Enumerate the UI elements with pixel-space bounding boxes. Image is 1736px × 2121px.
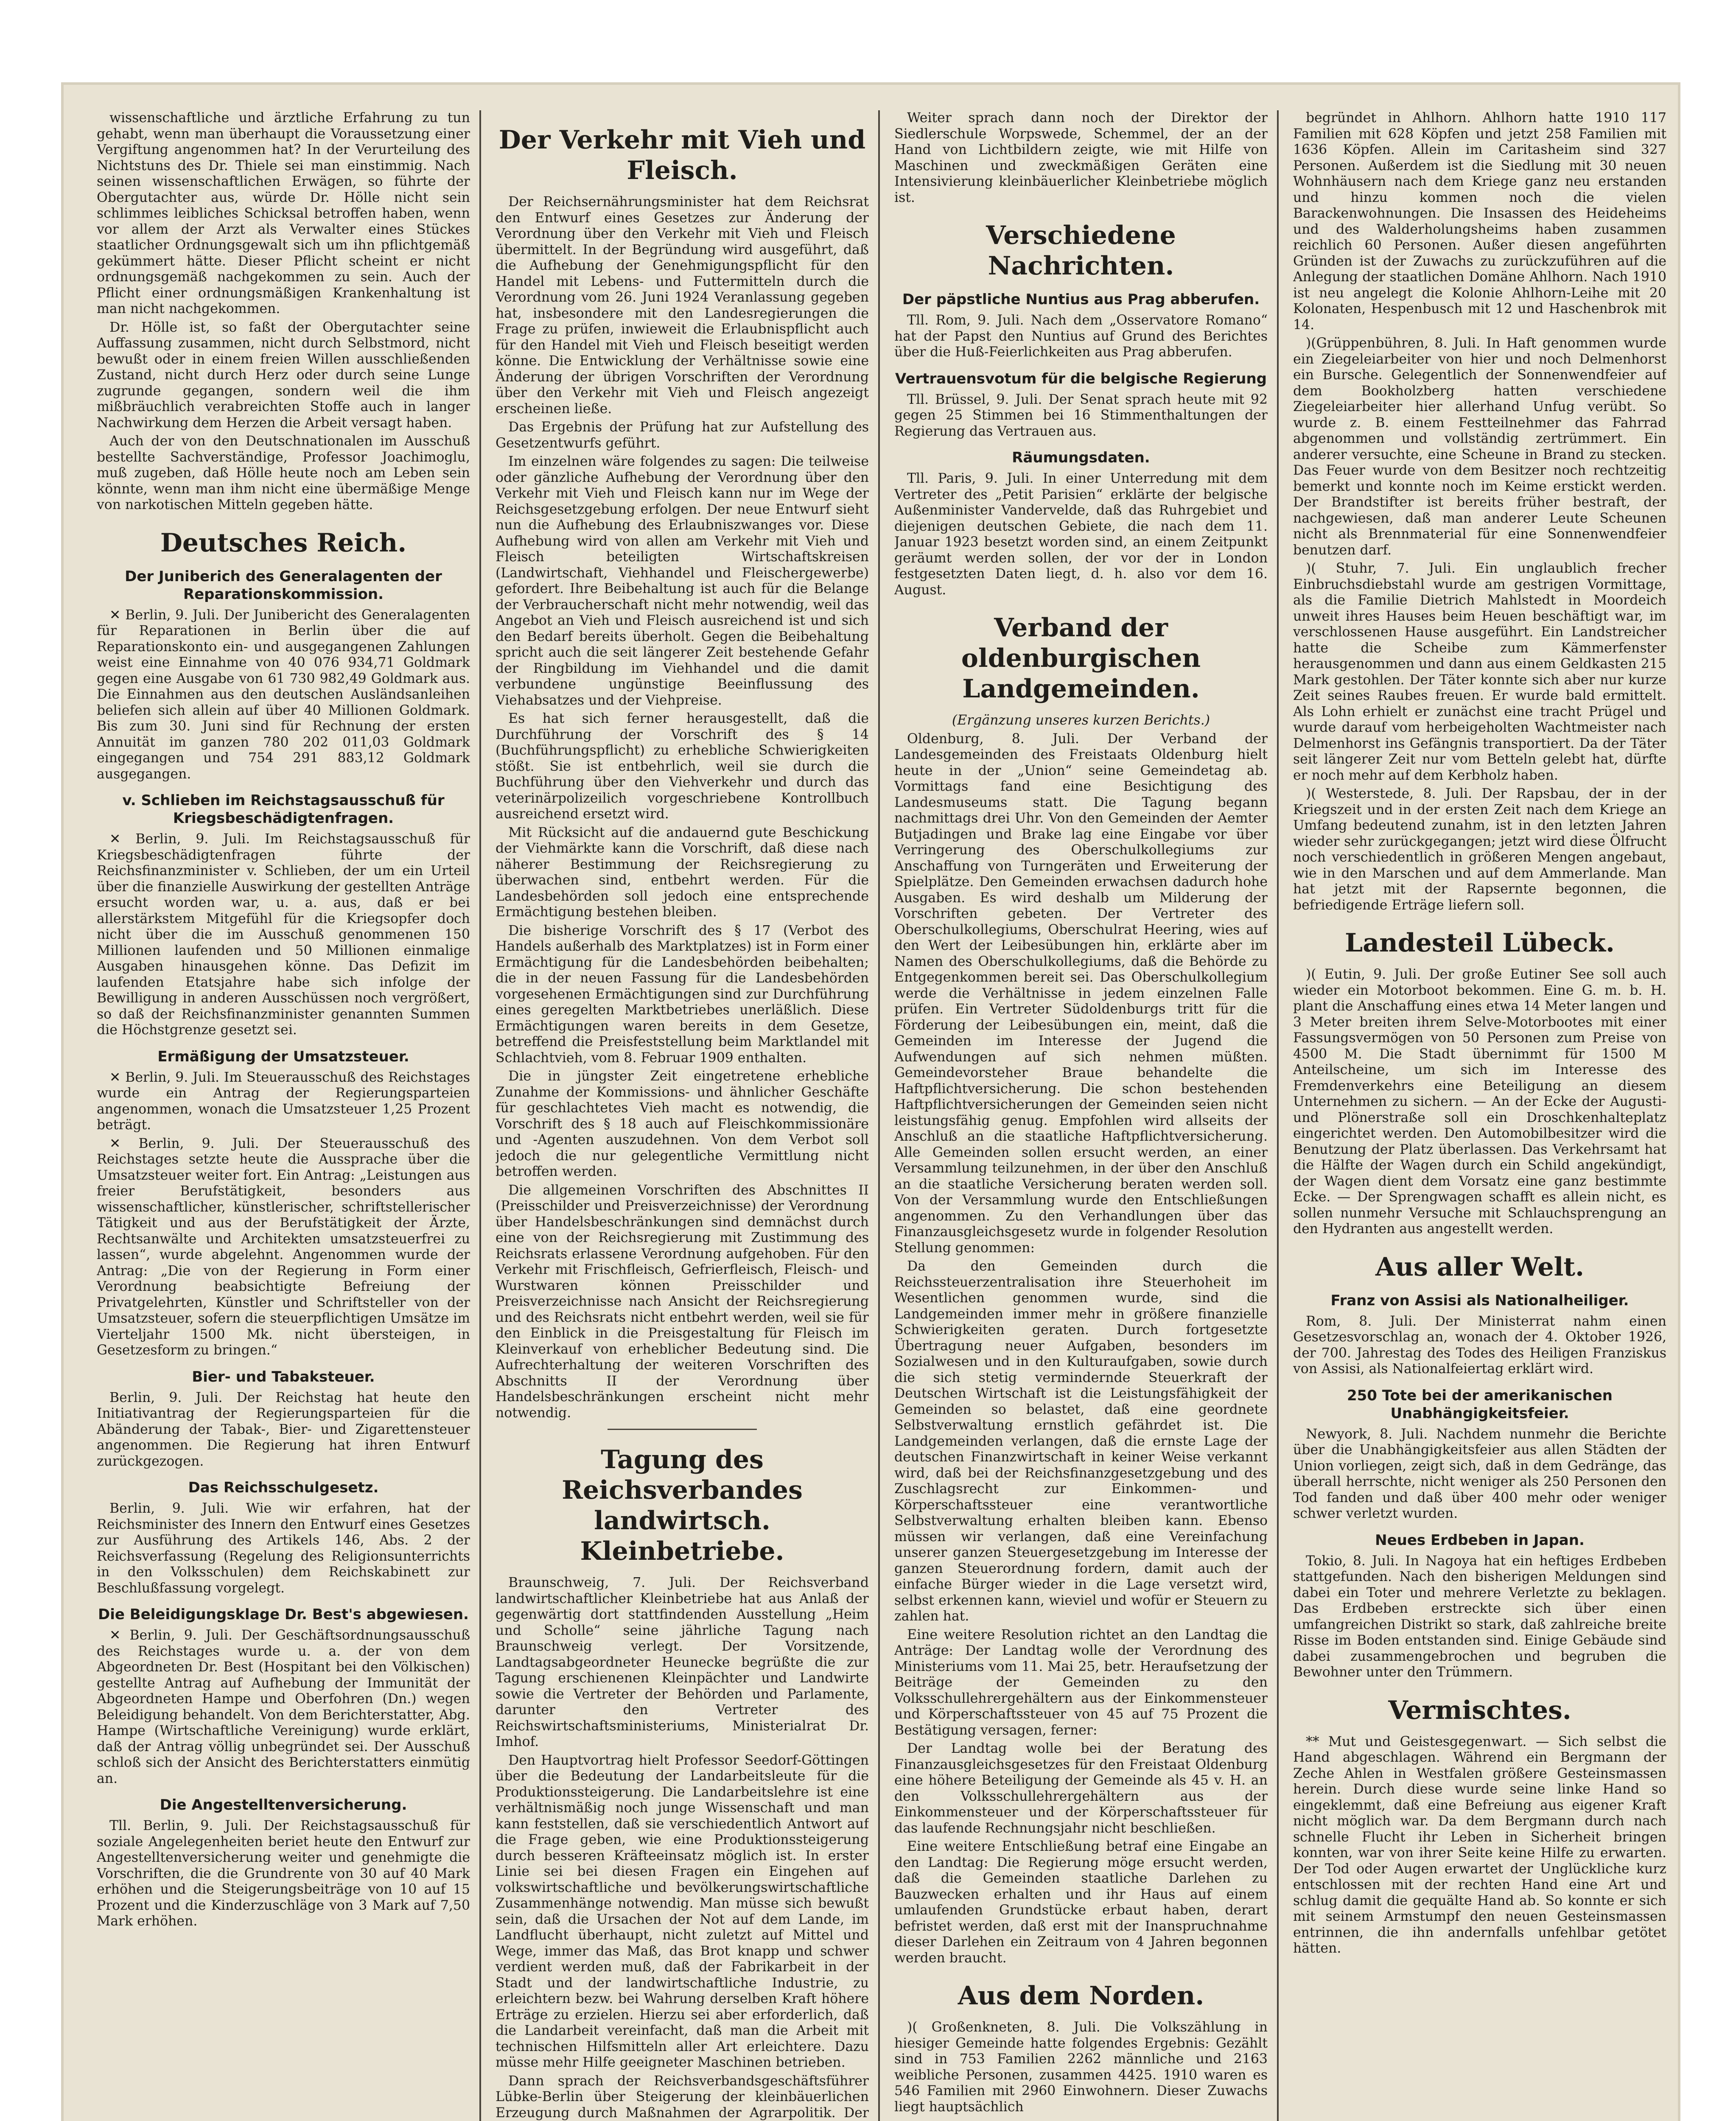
article-paragraph: Newyork, 8. Juli. Nachdem nunmehr die Berichte über die Unabhängigkeitsfeier aus allen Städten der Union vorliegen, zeigt sich, daß in dem Gedränge, das überall herrschte, nicht weniger als 250 Personen den Tod fanden und daß über 400 mehr oder weniger schwer verletzt wurden. xyxy=(1293,1426,1666,1521)
article-headline: Vertrauensvotum für die belgische Regierung xyxy=(895,370,1267,387)
article-headline: Bier- und Tabaksteuer. xyxy=(192,1368,375,1385)
article-paragraph: Mit Rücksicht auf die andauernd gute Beschickung der Viehmärkte kann die Vorschrift, daß diese nach näherer Bestimmung der Reichsregierung zu überwachen sind, entbehrt werden. Für die Landesbehörden soll jedoch eine entsprechende Ermächtigung bestehen bleiben. xyxy=(496,825,869,920)
section-heading: Tagung des Reichsverbandes landwirtsch. Kleinbetriebe. xyxy=(562,1445,803,1566)
section-heading: Verband der oldenburgischen Landgemeinden. xyxy=(961,613,1201,704)
article-paragraph: Eine weitere Resolution richtet an den Landtag die Anträge: Der Landtag wolle der Verordnung des Ministeriums vom 11. Mai 25, betr. Heraufsetzung der Beiträge der Gemeinden zu den Volksschullehrergehältern aus der Einkommensteuer und Körperschaftssteuer von 45 auf 75 Prozent die Bestätigung versagen, ferner: xyxy=(894,1627,1268,1738)
article-headline: v. Schlieben im Reichstagsausschuß für Kriegsbeschädigtenfragen. xyxy=(122,792,445,827)
article-paragraph: Es hat sich ferner herausgestellt, daß die Durchführung der Vorschrift des § 14 (Buchführungspflicht) zu erhebliche Schwierigkeiten stößt. Sie ist entbehrlich, weil sie durch die Buchführung über den Viehverkehr und durch das veterinärpolizeilich vorgeschriebene Kontrollbuch ausreichend ersetzt wird. xyxy=(496,711,869,822)
article-paragraph: Braunschweig, 7. Juli. Der Reichsverband landwirtschaftlicher Kleinbetriebe hat aus Anlaß der gegenwärtig dort stattfindenden Ausstellung „Heim und Scholle“ seine jährliche Tagung nach Braunschweig verlegt. Der Vorsitzende, Landtagsabgeordneter Heunecke begrüßte die zur Tagung erschienenen Kleinpächter und Landwirte sowie die Vertreter der Behörden und Parlamente, darunter den Vertreter des Reichswirtschaftsministeriums, Ministerialrat Dr. Imhof. xyxy=(496,1575,869,1749)
article-paragraph: )( Westerstede, 8. Juli. Der Rapsbau, der in der Kriegszeit und in der ersten Zeit nach dem Kriege an Umfang bedeutend zunahm, ist in den letzten Jahren wieder sehr zurückgegangen; jetzt wird diese Ölfrucht noch verschiedentlich in größeren Mengen angebaut, wie in den Marschen und auf dem Ammerlande. Man hat jetzt mit der Rapsernte begonnen, die befriedigende Erträge liefern soll. xyxy=(1293,786,1666,913)
article-headline: Ermäßigung der Umsatzsteuer. xyxy=(157,1048,409,1065)
column-1 xyxy=(97,110,470,2121)
article-headline: Neues Erdbeben in Japan. xyxy=(1375,1531,1585,1549)
article-paragraph: )( Großenkneten, 8. Juli. Die Volkszählung in hiesiger Gemeinde hatte folgendes Ergebnis: Gezählt sind in 753 Familien 2262 männliche und 2163 weibliche Personen, zusammen 4425. 1910 waren es 546 Familien mit 2960 Einwohnern. Dieser Zuwachs liegt hauptsächlich xyxy=(894,2020,1268,2115)
article-headline: Der Juniberich des Generalagenten der Reparationskommission. xyxy=(125,568,442,603)
column-3 xyxy=(894,110,1268,2121)
article-paragraph: )(Grüppenbühren, 8. Juli. In Haft genommen wurde ein Ziegeleiarbeiter von hier und noch Delmenhorst ein Bursche. Gelegentlich der Sonnenwendfeier auf dem Bookholzberg hatten verschiedene Ziegeleiarbeiter hier allerhand Unfug verübt. So wurde z. B. einem Festteilnehmer das Fahrrad abgenommen und vollständig zertrümmert. Ein anderer versuchte, eine Scheune in Brand zu stecken. Das Feuer wurde von dem Besitzer noch rechtzeitig bemerkt und konnte noch im Keime erstickt werden. Der Brandstifter ist bereits früher bestraft, der nachgewiesen, daß man anderer Leute Scheunen nicht als Brennmaterial für eine Sonnenwendfeier benutzen darf. xyxy=(1293,336,1666,558)
section-heading: Deutsches Reich. xyxy=(160,528,407,558)
article-paragraph: Eine weitere Entschließung betraf eine Eingabe an den Landtag: Die Regierung möge ersucht werden, daß die Gemeinden staatliche Darlehen zu Bauzwecken erhalten und ihr Haus auf einem umlaufenden Grundstücke erbaut haben, derart befristet werden, daß erst mit der Inanspruchnahme dieser Darlehen ein Zeitraum von 4 Jahren begonnen werden braucht. xyxy=(894,1839,1268,1966)
article-paragraph: Tll. Paris, 9. Juli. In einer Unterredung mit dem Vertreter des „Petit Parisien“ erklärte der belgische Außenminister Vandervelde, daß das Ruhrgebiet und diejenigen deutschen Gebiete, die nach dem 11. Januar 1923 besetzt worden sind, an einem Zeitpunkt geräumt werden sollen, der vor der in London festgesetzten Daten liegt, d. h. also vor dem 16. August. xyxy=(894,471,1268,598)
article-headline: Räumungsdaten. xyxy=(1012,449,1150,466)
article-paragraph: ✕ Berlin, 9. Juli. Der Geschäftsordnungsausschuß des Reichstages wurde u. a. der von dem Abgeordneten Dr. Best (Hospitant bei den Völkischen) gestellte Antrag auf Aufhebung der Immunität der Abgeordneten Hampe und Oberfohren (Dn.) wegen Beleidigung behandelt. Von dem Berichterstatter, Abg. Hampe (Wirtschaftliche Vereinigung) wurde erklärt, daß der Antrag völlig unbegründet sei. Der Ausschuß schloß sich der Ansicht des Berichterstatters einmütig an. xyxy=(97,1628,470,1786)
article-lead: (Ergänzung unseres kurzen Berichts.) xyxy=(952,713,1210,728)
section-heading: Aus aller Welt. xyxy=(1375,1252,1585,1282)
article-paragraph: ✕ Berlin, 9. Juli. Im Steuerausschuß des Reichstages wurde ein Antrag der Regierungsparteien angenommen, wonach die Umsatzsteuer 1,25 Prozent beträgt. xyxy=(97,1069,470,1133)
column-rule xyxy=(479,110,481,2121)
article-paragraph: Dr. Hölle ist, so faßt der Obergutachter seine Auffassung zusammen, nicht durch Selbstmord, nicht bewußt oder in einem freien Willen ausschließenden Zustand, nicht durch Herz oder durch seine Lunge zugrunde gegangen, sondern weil die ihm mißbräuchlich verabreichten Stoffe auch in langer Nachwirkung dem Herzen die Arbeit versagt haben. xyxy=(97,319,470,431)
article-paragraph: ✕ Berlin, 9. Juli. Der Junibericht des Generalagenten für Reparationen in Berlin über die auf Reparationskonto ein- und ausgegangenen Zahlungen weist eine Einnahme von 40 076 934,71 Goldmark gegen eine Ausgabe von 61 730 982,49 Goldmark aus. Die Einnahmen aus den deutschen Ausländsanleihen beliefen sich allein auf über 40 Millionen Goldmark. Bis zum 30. Juni sind für Rechnung der ersten Annuität im ganzen 780 202 011,03 Goldmark eingegangen und 754 291 883,12 Goldmark ausgegangen. xyxy=(97,607,470,782)
column-2 xyxy=(496,110,869,2121)
article-paragraph: Der Landtag wolle bei der Beratung des Finanzausgleichsgesetzes für den Freistaat Oldenburg eine höhere Beteiligung der Gemeinde als 45 v. H. an den Volksschullehrergehältern aus der Einkommensteuer und der Körperschaftssteuer für das laufende Rechnungsjahr nicht beschließen. xyxy=(894,1741,1268,1836)
section-heading: Aus dem Norden. xyxy=(958,1981,1204,2011)
article-headline: Die Angestelltenversicherung. xyxy=(160,1796,407,1813)
article-paragraph: Berlin, 9. Juli. Wie wir erfahren, hat der Reichsminister des Innern den Entwurf eines Gesetzes zur Ausführung des Artikels 146, Abs. 2 der Reichsverfassung (Regelung des Religionsunterrichts in den Volksschulen) dem Reichskabinett zur Beschlußfassung vorgelegt. xyxy=(97,1501,470,1596)
article-headline: Das Reichsschulgesetz. xyxy=(188,1479,379,1496)
article-paragraph: Der Reichsernährungsminister hat dem Reichsrat den Entwurf eines Gesetzes zur Änderung der Verordnung über den Verkehr mit Vieh und Fleisch übermittelt. In der Begründung wird ausgeführt, daß die Aufhebung der Genehmigungspflicht für den Handel mit Lebens- und Futtermitteln durch die Verordnung vom 26. Juni 1924 Veranlassung gegeben hat, insbesondere mit den Landesregierungen die Frage zu prüfen, inwieweit die Erlaubnispflicht auch für den Handel mit Vieh und Fleisch beseitigt werden könne. Die Entwicklung der Verhältnisse sowie eine Änderung der übrigen Vorschriften der Verordnung über den Verkehr mit Vieh und Fleisch angezeigt erscheinen ließe. xyxy=(496,194,869,417)
section-heading: Verschiedene Nachrichten. xyxy=(986,221,1176,281)
article-paragraph: Weiter sprach dann noch der Direktor der Siedlerschule Worpswede, Schemmel, der an der Hand von Lichtbildern zeigte, wie mit Hilfe von Maschinen und zweckmäßigen Geräten eine Intensivierung kleinbäuerlicher Kleinbetriebe möglich ist. xyxy=(894,110,1268,205)
article-paragraph: Auch der von den Deutschnationalen im Ausschuß bestellte Sachverständige, Professor Joachimoglu, muß zugeben, daß Hölle heute noch am Leben sein könnte, wenn man ihm nicht eine übermäßige Menge von narkotischen Mitteln gegeben hätte. xyxy=(97,434,470,512)
article-paragraph: Oldenburg, 8. Juli. Der Verband der Landesgemeinden des Freistaats Oldenburg hielt heute in der „Union“ seine Gemeindetag ab. Vormittags fand eine Besichtigung des Landesmuseums statt. Die Tagung begann nachmittags drei Uhr. Von den Gemeinden der Aemter Butjadingen und Brake lag eine Eingabe vor über Verringerung des Oberschulkollegiums zur Anschaffung von Turngeräten und Erweiterung der Spielplätze. Den Gemeinden erwachsen dadurch hohe Ausgaben. Es wird deshalb um Milderung der Vorschriften gebeten. Der Vertreter des Oberschulkollegiums, Oberschulrat Heering, wies auf den Wert der Leibesübungen hin, erklärte aber im Namen des Oberschulkollegiums, daß die Behörde zu Entgegenkommen bereit sei. Das Oberschulkollegium werde die Verhältnisse in jedem einzelnen Falle prüfen. Ein Vertreter Südoldenburgs tritt für die Förderung der Leibesübungen ein, meint, daß die Gemeinden im Interesse der Jugend die Aufwendungen auf sich nehmen müßten. Gemeindevorsteher Braue behandelte die Haftpflichtversicherung. Die schon bestehenden Haftpflichtversicherungen der Gemeinden seien nicht leistungsfähig genug. Empfohlen wird allseits der Anschluß an die staatliche Haftpflichtversicherung. Alle Gemeinden sollen ersucht werden, an einer Versammlung teilzunehmen, in der über den Anschluß an die staatliche Versicherung beraten werden soll. Von der Versammlung wurde den Entschließungen angenommen. Zu den Verhandlungen über das Finanzausgleichsgesetz wurde in folgender Resolution Stellung genommen: xyxy=(894,731,1268,1256)
article-paragraph: begründet in Ahlhorn. Ahlhorn hatte 1910 117 Familien mit 628 Köpfen und jetzt 258 Familien mit 1636 Köpfen. Allein im Caritasheim sind 327 Personen. Außerdem ist die Siedlung mit 30 neuen Wohnhäusern nach dem Kriege ganz neu erstanden und hinzu kommen noch die vielen Barackenwohnungen. Die Insassen des Heideheims und des Walderholungsheims haben zusammen reichlich 60 Personen. Außer diesen angeführten Gründen ist der Zuwachs zu zurückzuführen auf die Anlegung der staatlichen Domäne Ahlhorn. Nach 1910 ist neu angelegt die Kolonie Ahlhorn-Leihe mit 20 Kolonaten, Hespenbusch mit 12 und Haschenbrok mit 14. xyxy=(1293,110,1666,333)
article-paragraph: Tll. Brüssel, 9. Juli. Der Senat sprach heute mit 92 gegen 25 Stimmen bei 16 Stimmenthaltungen der Regierung das Vertrauen aus. xyxy=(894,392,1268,439)
article-paragraph: ✕ Berlin, 9. Juli. Der Steuerausschuß des Reichstages setzte heute die Aussprache über die Umsatzsteuer weiter fort. Ein Antrag: „Leistungen aus freier Berufstätigkeit, besonders aus wissenschaftlicher, künstlerischer, schriftstellerischer Tätigkeit und aus der Berufstätigkeit der Ärzte, Rechtsanwälte und Architekten umsatzsteuerfrei zu lassen“, wurde abgelehnt. Angenommen wurde der Antrag: „Die von der Regierung in Form einer Verordnung beabsichtigte Befreiung der Privatgelehrten, Künstler und Schriftsteller von der Umsatzsteuer, sofern die steuerpflichtigen Umsätze im Vierteljahr 1500 Mk. nicht übersteigen, in Gesetzesform zu bringen.“ xyxy=(97,1136,470,1358)
column-rule xyxy=(878,110,880,2121)
article-paragraph: Berlin, 9. Juli. Der Reichstag hat heute den Initiativantrag der Regierungsparteien für die Abänderung der Tabak-, Bier- und Zigarettensteuer angenommen. Die Regierung hat ihren Entwurf zurückgezogen. xyxy=(97,1390,470,1469)
article-headline: Die Beleidigungsklage Dr. Best's abgewiesen. xyxy=(98,1606,469,1623)
article-paragraph: Dann sprach der Reichsverbandsgeschäftsführer Lübke-Berlin über Steigerung der kleinbäuerlichen Erzeugung durch Maßnahmen der Agrarpolitik. Der xyxy=(496,2073,869,2121)
article-paragraph: Tokio, 8. Juli. In Nagoya hat ein heftiges Erdbeben stattgefunden. Nach den bisherigen Meldungen sind dabei ein Toter und mehrere Verletzte zu beklagen. Das Erdbeben erstreckte sich über einen umfangreichen Distrikt so stark, daß zahlreiche breite Risse im Boden entstanden sind. Einige Gebäude sind dabei zusammengebrochen und begruben die Bewohner unter den Trümmern. xyxy=(1293,1553,1666,1680)
article-paragraph: Da den Gemeinden durch die Reichssteuerzentralisation ihre Steuerhoheit im Wesentlichen genommen wurde, sind die Landgemeinden immer mehr in größere finanzielle Schwierigkeiten geraten. Durch fortgesetzte Übertragung neuer Aufgaben, besonders im Sozialwesen und in den Kulturaufgaben, sowie durch die sich stetig vermindernde Steuerkraft der Deutschen Wirtschaft ist die Leistungsfähigkeit der Gemeinden so belastet, daß eine geordnete Selbstverwaltung ernstlich gefährdet ist. Die Landgemeinden verlangen, daß die ernste Lage der deutschen Finanzwirtschaft in keiner Weise verkannt wird, daß bei der Reichsfinanzgesetzgebung und des Zuschlagsrecht zur Einkommen- und Körperschaftssteuer eine verantwortliche Selbstverwaltung erhalten bleiben kann. Ebenso müssen wir verlangen, daß eine Vereinfachung unserer ganzen Steuergesetzgebung im Interesse der ganzen Steuerordnung fordern, damit auch der einfache Bürger wieder in die Lage versetzt wird, selbst erkennen kann, wieviel und wofür er Steuern zu zahlen hat. xyxy=(894,1259,1268,1624)
article-paragraph: wissenschaftliche und ärztliche Erfahrung zu tun gehabt, wenn man überhaupt die Voraussetzung einer Vergiftung angenommen hat? In der Verurteilung des Nichtstuns des Dr. Thiele sei man einstimmig. Nach seinen wissenschaftlichen Erwägen, so führte der Obergutachter aus, würde Dr. Hölle nicht sein schlimmes leibliches Schicksal betroffen haben, wenn vor allem der Arzt als Verwalter eines Stückes staatlicher Ordnungsgewalt sich um ihn pflichtgemäß gekümmert hätte. Dieser Pflicht scheint er nicht ordnungsgemäß nachgekommen zu sein. Auch der Pflicht einer ordnungsmäßigen Krankenhaltung ist man nicht nachgekommen. xyxy=(97,110,470,316)
article-paragraph: Rom, 8. Juli. Der Ministerrat nahm einen Gesetzesvorschlag an, wonach der 4. Oktober 1926, der 700. Jahrestag des Todes des Heiligen Franziskus von Assisi, als Nationalfeiertag erklärt wird. xyxy=(1293,1313,1666,1377)
article-paragraph: Im einzelnen wäre folgendes zu sagen: Die teilweise oder gänzliche Aufhebung der Verordnung über den Verkehr mit Vieh und Fleisch kann nur im Wege der Reichsgesetzgebung erfolgen. Der neue Entwurf sieht nun die Aufhebung des Erlaubniszwanges vor. Diese Aufhebung wird von allen am Verkehr mit Vieh und Fleisch beteiligten Wirtschaftskreisen (Landwirtschaft, Viehhandel und Fleischergewerbe) gefordert. Ihre Beibehaltung ist auch für die Belange der Verbraucherschaft nicht mehr notwendig, weil das Angebot an Vieh und Fleisch ausreichend ist und sich den Bedarf bereits überholt. Gegen die Beibehaltung spricht auch die seit längerer Zeit bestehende Gefahr der Ringbildung im Viehhandel und die damit verbundene ungünstige Beeinflussung des Viehabsatzes und der Viehpreise. xyxy=(496,454,869,708)
article-paragraph: Tll. Rom, 9. Juli. Nach dem „Osservatore Romano“ hat der Papst den Nuntius auf Grund des Berichtes über die Huß-Feierlichkeiten aus Prag abberufen. xyxy=(894,313,1268,360)
newspaper-page xyxy=(64,85,1678,2121)
section-divider xyxy=(608,1429,757,1430)
article-paragraph: Tll. Berlin, 9. Juli. Der Reichstagsausschuß für soziale Angelegenheiten beriet heute den Entwurf zur Angestelltenversicherung weiter und genehmigte die Vorschriften, die die Grundrente von 30 auf 40 Mark erhöhen und die Steigerungsbeiträge von 10 auf 15 Prozent und die Kinderzuschläge von 3 Mark auf 7,50 Mark erhöhen. xyxy=(97,1818,470,1929)
article-headline: Der päpstliche Nuntius aus Prag abberufen. xyxy=(902,291,1260,308)
article-paragraph: Das Ergebnis der Prüfung hat zur Aufstellung des Gesetzentwurfs geführt. xyxy=(496,420,869,451)
section-heading: Der Verkehr mit Vieh und Fleisch. xyxy=(498,125,866,185)
article-headline: Franz von Assisi als Nationalheiliger. xyxy=(1330,1292,1629,1309)
article-paragraph: ** Mut und Geistesgegenwart. — Sich selbst die Hand abgeschlagen. Während ein Bergmann der Zeche Ahlen in Westfalen größere Gesteinsmassen herein. Durch diese wurde seine linke Hand so eingeklemmt, daß eine Befreiung aus eigener Kraft nicht möglich war. Da dem Bergmann durch nach schnelle Flucht ihr Leben in Sicherheit bringen konnten, war von ihrer Seite keine Hilfe zu erwarten. Der Tod oder Augen erwartet der Unglückliche kurz entschlossen mit der rechten Hand eine Art und schlug damit die gequälte Hand ab. So konnte er sich mit seinem Armstumpf den neuen Gesteinsmassen entrinnen, die ihn andernfalls unfehlbar getötet hätten. xyxy=(1293,1734,1666,1956)
article-paragraph: Die in jüngster Zeit eingetretene erhebliche Zunahme der Kommissions- und ähnlicher Geschäfte für geschlachtetes Vieh macht es notwendig, die Vorschrift des § 18 auch auf Fleischkommissionäre und -Agenten auszudehnen. Von dem Verbot soll jedoch die nur gelegentliche Vermittlung nicht betroffen werden. xyxy=(496,1069,869,1179)
section-heading: Vermischtes. xyxy=(1388,1695,1571,1725)
column-rule xyxy=(1277,110,1279,2121)
section-heading: Landesteil Lübeck. xyxy=(1345,928,1615,958)
article-paragraph: )( Eutin, 9. Juli. Der große Eutiner See soll auch wieder ein Motorboot bekommen. Eine G. m. b. H. plant die Anschaffung eines etwa 14 Meter langen und 3 Meter breiten ihrem Selve-Motorbootes mit einer Fassungsvermögen von 50 Personen zum Preise von 4500 M. Die Stadt übernimmt für 1500 M Anteilscheine, um sich im Interesse des Fremdenverkehrs eine Beteiligung an diesem Unternehmen zu sichern. — An der Ecke der Augusti- und Plönerstraße soll ein Droschkenhalteplatz eingerichtet werden. Den Automobilbesitzer wird die Benutzung der Platz überlassen. Das Verkehrsamt hat die Hälfte der Wagen durch ein Schild angekündigt, der Wagen dient dem Vorsatz eine ganz bestimmte Ecke. — Der Sprengwagen schafft es allein nicht, es sollen nunmehr Versuche mit Schlauchsprengung an den Hydranten aus angestellt werden. xyxy=(1293,967,1666,1237)
article-paragraph: Die allgemeinen Vorschriften des Abschnittes II (Preisschilder und Preisverzeichnisse) der Verordnung über Handelsbeschränkungen sind demnächst durch eine von der Reichsregierung mit Zustimmung des Reichsrats erlassene Verordnung aufgehoben. Für den Verkehr mit Frischfleisch, Gefrierfleisch, Fleisch- und Wurstwaren können Preisschilder und Preisverzeichnisse nach Ansicht der Reichsregierung und des Reichsrats nicht entbehrt werden, weil sie für den Einblick in die Preisgestaltung für Fleisch im Kleinverkauf von erheblicher Bedeutung sind. Die Aufrechterhaltung der weiteren Vorschriften des Abschnitts II der Verordnung über Handelsbeschränkungen erscheint nicht mehr notwendig. xyxy=(496,1182,869,1421)
column-4 xyxy=(1293,110,1666,2121)
article-paragraph: Die bisherige Vorschrift des § 17 (Verbot des Handels außerhalb des Marktplatzes) ist in Form einer Ermächtigung für die Landesbehörden beibehalten; die in der neuen Fassung für die Landesbehörden vorgesehenen Ermächtigungen sind zur Durchführung eines geregelten Marktbetriebes unerläßlich. Diese Ermächtigungen waren bereits in dem Gesetze, betreffend die Preisfeststellung beim Marktlandel mit Schlachtvieh, vom 8. Februar 1909 enthalten. xyxy=(496,923,869,1066)
article-paragraph: ✕ Berlin, 9. Juli. Im Reichstagsausschuß für Kriegsbeschädigtenfragen führte der Reichsfinanzminister v. Schlieben, der um ein Urteil über die finanzielle Auswirkung der gestellten Anträge ersucht worden war, u. a. aus, daß er bei allerstärkstem Mitgefühl für die Kriegsopfer doch nicht über die im Ausschuß genommenen 150 Millionen laufenden und 50 Millionen einmalige Ausgaben hinausgehen könne. Das Defizit im laufenden Etatsjahre habe sich infolge der Bewilligung in anderen Ausschüssen noch vergrößert, so daß der Reichsfinanzminister genannten Summen die Höchstgrenze gesetzt sei. xyxy=(97,831,470,1038)
article-headline: 250 Tote bei der amerikanischen Unabhängigkeitsfeier. xyxy=(1347,1387,1613,1422)
article-paragraph: )( Stuhr, 7. Juli. Ein unglaublich frecher Einbruchsdiebstahl wurde am gestrigen Vormittage, als die Familie Dietrich Mahlstedt in Moordeich unweit ihres Hauses beim Heuen beschäftigt war, im verschlossenen Hause ausgeführt. Ein Landstreicher hatte die Scheibe zum Kämmerfenster herausgenommen und dann aus einem Geldkasten 215 Mark gestohlen. Der Täter konnte sich aber nur kurze Zeit seines Raubes freuen. Er wurde bald ermittelt. Als Lohn erhielt er zunächst eine tracht Prügel und wurde darauf vom herbeigeholten Wachtmeister nach Delmenhorst ins Gefängnis transportiert. Da der Täter seit längerer Zeit nur vom Betteln gelebt hat, dürfte er noch mehr auf dem Kerbholz haben. xyxy=(1293,561,1666,783)
article-paragraph: Den Hauptvortrag hielt Professor Seedorf-Göttingen über die Bedeutung der Landarbeitsleute für die Produktionssteigerung. Die Landarbeitslehre ist eine verhältnismäßig noch junge Wissenschaft und man kann feststellen, daß sie verschiedentlich Antwort auf die Frage geben, wie eine Produktionssteigerung durch besseren Kräfteeinsatz möglich ist. In erster Linie sei bei diesen Fragen ein Eingehen auf volkswirtschaftliche und bevölkerungswirtschaftliche Zusammenhänge notwendig. Man müsse sich bewußt sein, daß die Ursachen der Not auf dem Lande, im Landflucht überhaupt, nicht zuletzt auf Mittel und Wege, immer das Maß, das Brot knapp und schwer verdient werden muß, daß der Fabrikarbeit in der Stadt und der landwirtschaftliche Industrie, zu erleichtern bezw. bei Wahrung derselben Kraft höhere Erträge zu erzielen. Hierzu sei aber erforderlich, daß die Landarbeit vereinfacht, daß man die Arbeit mit technischen Hilfsmitteln aller Art erleichtere. Dazu müsse mehr Hilfe geeigneter Maschinen betrieben. xyxy=(496,1752,869,2070)
